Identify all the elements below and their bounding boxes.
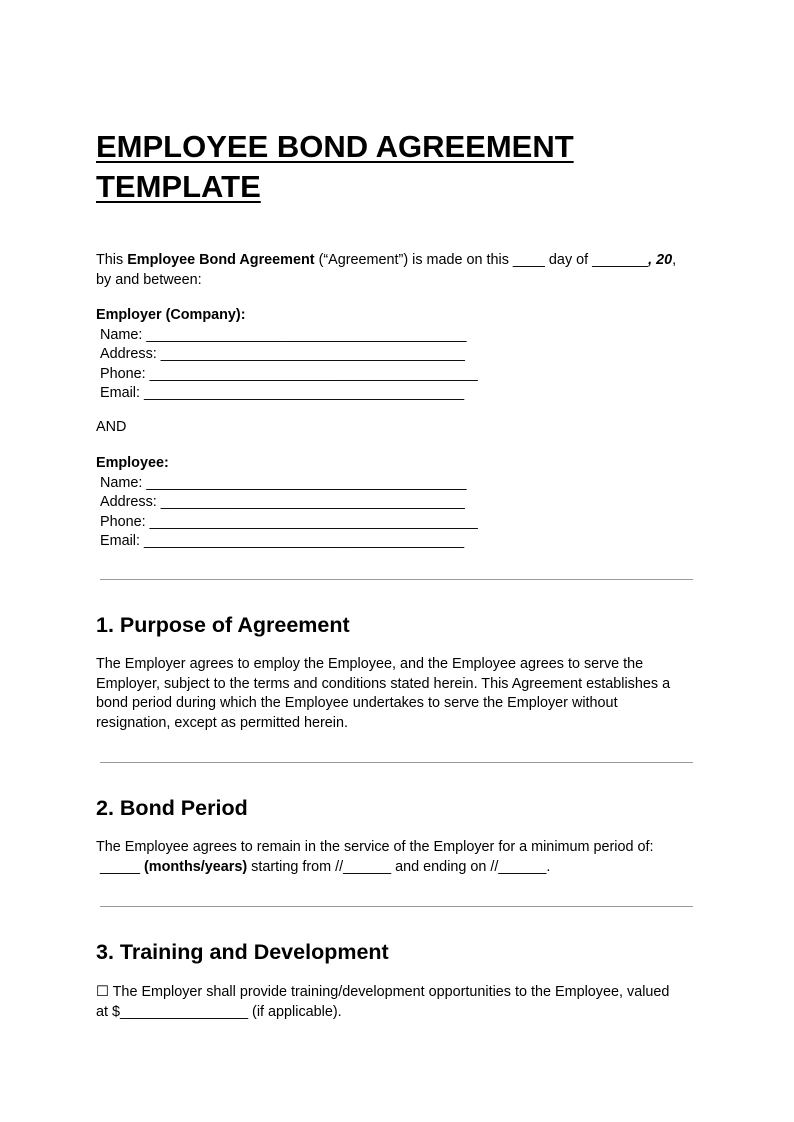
section-3-line-1 [96, 983, 696, 1003]
checkbox-icon[interactable]: ☐ [96, 984, 109, 1000]
intro-year: , 20 [648, 252, 673, 268]
divider-1 [100, 579, 693, 580]
section-3-paragraph [96, 983, 696, 1022]
section-2-line-2 [96, 858, 696, 878]
divider-2 [100, 762, 693, 763]
intro-text-start: This [96, 252, 128, 268]
section-1-line: Employer, subject to the terms and conditions stated herein. This Agreement establishes a [96, 675, 671, 692]
section-1-line: The Employer agrees to employ the Employee, and the Employee agrees to serve the [96, 656, 644, 672]
intro-text-end: , [672, 252, 677, 268]
and-text: AND [96, 419, 127, 435]
section-2-heading: 2. Bond Period [96, 796, 248, 820]
section-2-paragraph [96, 838, 696, 877]
section-1-line: bond period during which the Employee undertakes to serve the Employer without [96, 695, 618, 712]
intro-line-2: by and between: [96, 271, 202, 288]
section-1-line: resignation, except as permitted herein. [96, 714, 348, 731]
title-line-2: TEMPLATE [96, 169, 261, 204]
employer-address-field: Address: ______________________________________ [100, 346, 465, 363]
document-title [96, 127, 716, 207]
section-2-line-1: The Employee agrees to remain in the service of the Employer for a minimum period of: [96, 839, 654, 855]
employee-phone-field: Phone: _________________________________________ [100, 513, 478, 530]
bond-duration-unit: (months/years) [144, 858, 248, 875]
title-line-1: EMPLOYEE BOND AGREEMENT [96, 129, 574, 164]
employee-email-field: Email: ________________________________________ [100, 533, 465, 550]
employee-address-field: Address: ______________________________________ [100, 494, 465, 511]
employee-heading: Employee: [96, 455, 169, 471]
employer-phone-field: Phone: _________________________________________ [100, 365, 478, 382]
employer-heading: Employer (Company): [96, 307, 246, 323]
divider-3 [100, 906, 693, 907]
employee-name-field: Name: ________________________________________ [100, 474, 467, 491]
employer-block [96, 306, 696, 404]
section-3-heading: 3. Training and Development [96, 940, 389, 964]
employee-block [96, 454, 696, 552]
intro-paragraph [96, 251, 696, 290]
intro-agreement-name: Employee Bond Agreement [127, 252, 315, 268]
bond-duration-blank: _____ [96, 858, 145, 875]
intro-text-rest: (“Agreement”) is made on this ____ day of _______ [314, 252, 649, 268]
section-1-heading: 1. Purpose of Agreement [96, 613, 350, 637]
training-text: The Employer shall provide training/development opportunities to the Employee, valued [108, 984, 670, 1000]
section-3-line-2: at $________________ (if applicable). [96, 1003, 342, 1020]
bond-dates: starting from //______ and ending on //______. [247, 858, 551, 875]
employer-name-field: Name: ________________________________________ [100, 326, 467, 343]
employer-email-field: Email: ________________________________________ [100, 385, 465, 402]
intro-line-1 [96, 251, 696, 271]
section-1-paragraph [96, 655, 696, 733]
